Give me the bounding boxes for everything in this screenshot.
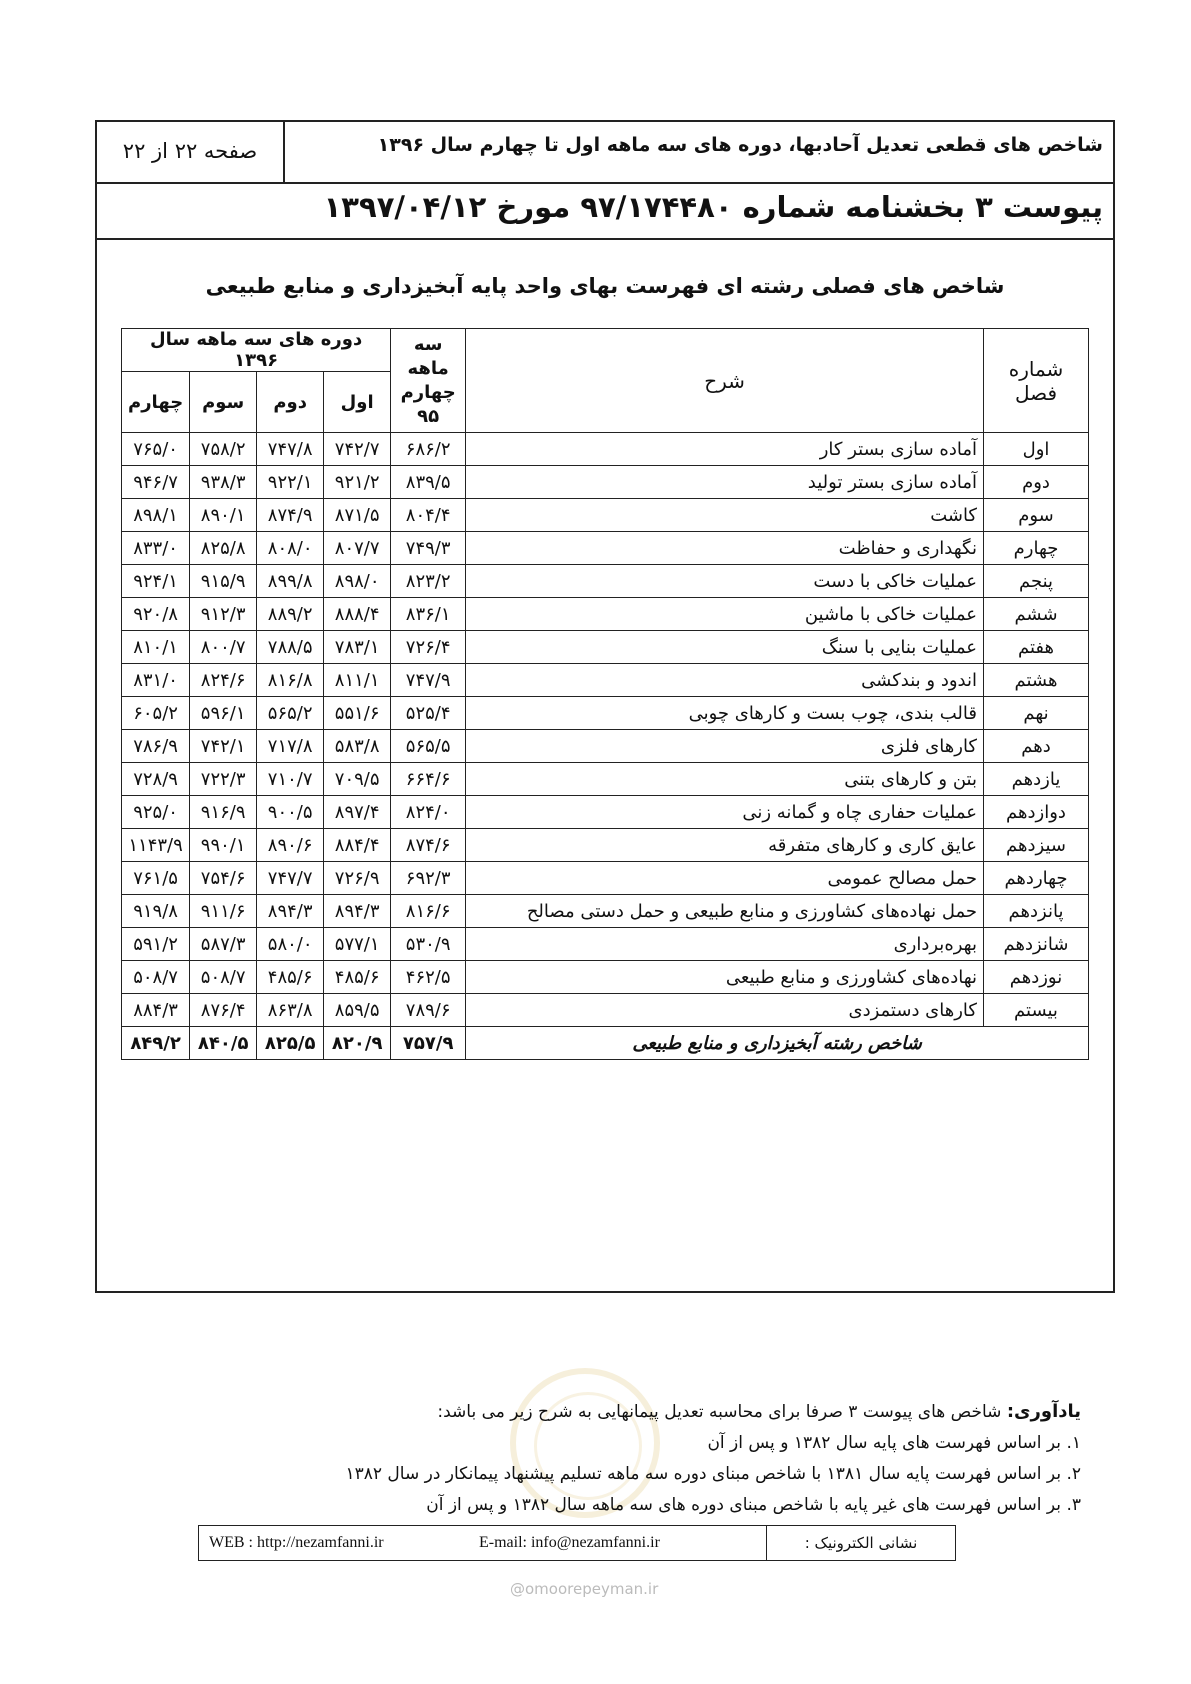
chapter-cell: دوم [984, 466, 1089, 499]
q1-cell: ۸۹۴/۳ [324, 895, 391, 928]
table-row [122, 433, 1089, 466]
email-link[interactable]: E-mail: info@nezamfanni.ir [479, 1534, 660, 1551]
desc-cell: عملیات خاکی با ماشین [466, 598, 984, 631]
note-item: ۱. بر اساس فهرست های پایه سال ۱۳۸۲ و پس از آن [707, 1433, 1081, 1453]
q3-cell: ۷۵۴/۶ [190, 862, 257, 895]
q1-cell: ۷۰۹/۵ [324, 763, 391, 796]
chapter-cell: هفتم [984, 631, 1089, 664]
appendix-row [97, 182, 1113, 240]
q4-cell: ۱۱۴۳/۹ [122, 829, 190, 862]
q2-cell: ۷۱۰/۷ [257, 763, 324, 796]
table-row [122, 697, 1089, 730]
q4-cell: ۵۹۱/۲ [122, 928, 190, 961]
table-row [122, 895, 1089, 928]
q1-cell: ۵۷۷/۱ [324, 928, 391, 961]
q1-cell: ۷۲۶/۹ [324, 862, 391, 895]
base-cell: ۷۸۹/۶ [391, 994, 466, 1027]
q3-cell: ۵۹۶/۱ [190, 697, 257, 730]
total-q2: ۸۲۵/۵ [257, 1027, 324, 1060]
table-row [122, 928, 1089, 961]
base-cell: ۷۲۶/۴ [391, 631, 466, 664]
q2-cell: ۹۲۲/۱ [257, 466, 324, 499]
q2-cell: ۷۴۷/۷ [257, 862, 324, 895]
q3-cell: ۸۰۰/۷ [190, 631, 257, 664]
q3-cell: ۹۹۰/۱ [190, 829, 257, 862]
q1-cell: ۸۹۸/۰ [324, 565, 391, 598]
note-item: ۳. بر اساس فهرست های غیر پایه با شاخص مبنای دوره های سه ماهه سال ۱۳۸۲ و پس از آن [426, 1495, 1081, 1515]
table-row [122, 730, 1089, 763]
table-row [122, 631, 1089, 664]
q3-cell: ۵۸۷/۳ [190, 928, 257, 961]
col-desc-header: شرح [466, 329, 984, 433]
chapter-cell: سوم [984, 499, 1089, 532]
desc-cell: عملیات بنایی با سنگ [466, 631, 984, 664]
total-row [122, 1027, 1089, 1060]
q3-cell: ۹۱۲/۳ [190, 598, 257, 631]
desc-cell: آماده سازی بستر تولید [466, 466, 984, 499]
desc-cell: آماده سازی بستر کار [466, 433, 984, 466]
desc-cell: کارهای دستمزدی [466, 994, 984, 1027]
col-q1-header: اول [324, 372, 391, 433]
q1-cell: ۸۵۹/۵ [324, 994, 391, 1027]
contact-label: نشانی الکترونیک : [766, 1526, 955, 1560]
chapter-cell: یازدهم [984, 763, 1089, 796]
desc-cell: کارهای فلزی [466, 730, 984, 763]
desc-cell: حمل مصالح عمومی [466, 862, 984, 895]
table-row [122, 961, 1089, 994]
chapter-cell: چهاردهم [984, 862, 1089, 895]
chapter-cell: دهم [984, 730, 1089, 763]
base-cell: ۵۲۵/۴ [391, 697, 466, 730]
base-cell: ۶۸۶/۲ [391, 433, 466, 466]
q2-cell: ۹۰۰/۵ [257, 796, 324, 829]
q1-cell: ۷۴۲/۷ [324, 433, 391, 466]
q3-cell: ۹۳۸/۳ [190, 466, 257, 499]
q3-cell: ۷۵۸/۲ [190, 433, 257, 466]
q2-cell: ۸۹۰/۶ [257, 829, 324, 862]
table-row [122, 466, 1089, 499]
table-row [122, 598, 1089, 631]
note-item: ۲. بر اساس فهرست پایه سال ۱۳۸۱ با شاخص مبنای دوره سه ماهه تسلیم پیشنهاد پیمانکار در سال ۱۳۸۲ [345, 1464, 1081, 1484]
total-label: شاخص رشته آبخیزداری و منابع طبیعی [466, 1027, 1089, 1060]
q4-cell: ۹۱۹/۸ [122, 895, 190, 928]
desc-cell: عایق کاری و کارهای متفرقه [466, 829, 984, 862]
q3-cell: ۸۹۰/۱ [190, 499, 257, 532]
total-q4: ۸۴۹/۲ [122, 1027, 190, 1060]
q2-cell: ۸۹۴/۳ [257, 895, 324, 928]
q2-cell: ۸۰۸/۰ [257, 532, 324, 565]
table-row [122, 829, 1089, 862]
q2-cell: ۸۱۶/۸ [257, 664, 324, 697]
q2-cell: ۴۸۵/۶ [257, 961, 324, 994]
chapter-cell: نوزدهم [984, 961, 1089, 994]
q4-cell: ۹۲۴/۱ [122, 565, 190, 598]
index-table [121, 328, 1089, 1060]
desc-cell: اندود و بندکشی [466, 664, 984, 697]
q4-cell: ۷۶۱/۵ [122, 862, 190, 895]
appendix-title: پیوست ۳ بخشنامه شماره ۹۷/۱۷۴۴۸۰ مورخ ۱۳۹۷/۰۴/۱۲ [323, 190, 1103, 224]
chapter-cell: سیزدهم [984, 829, 1089, 862]
total-q1: ۸۲۰/۹ [324, 1027, 391, 1060]
table-row [122, 499, 1089, 532]
q4-cell: ۶۰۵/۲ [122, 697, 190, 730]
chapter-cell: اول [984, 433, 1089, 466]
base-cell: ۸۰۴/۴ [391, 499, 466, 532]
col-q4-header: چهارم [122, 372, 190, 433]
footer-watermark: @omoorepeyman.ir [510, 1580, 659, 1598]
col-group-header: دوره های سه ماهه سال ۱۳۹۶ [122, 329, 391, 372]
chapter-cell: پنجم [984, 565, 1089, 598]
contact-box [198, 1525, 956, 1561]
base-cell: ۸۲۳/۲ [391, 565, 466, 598]
q3-cell: ۸۲۴/۶ [190, 664, 257, 697]
desc-cell: عملیات حفاری چاه و گمانه زنی [466, 796, 984, 829]
document-title: شاخص های قطعی تعدیل آحادبها، دوره های سه ماهه اول تا چهارم سال ۱۳۹۶ [377, 134, 1103, 156]
q3-cell: ۷۴۲/۱ [190, 730, 257, 763]
q3-cell: ۸۷۶/۴ [190, 994, 257, 1027]
notes-lead-bold: یادآوری: [1006, 1401, 1081, 1422]
base-cell: ۵۶۵/۵ [391, 730, 466, 763]
table-title: شاخص های فصلی رشته ای فهرست بهای واحد پایه آبخیزداری و منابع طبیعی [205, 274, 1005, 298]
total-base: ۷۵۷/۹ [391, 1027, 466, 1060]
notes-section [81, 1396, 1081, 1521]
chapter-cell: شانزدهم [984, 928, 1089, 961]
table-row [122, 565, 1089, 598]
base-cell: ۸۳۹/۵ [391, 466, 466, 499]
base-cell: ۶۶۴/۶ [391, 763, 466, 796]
table-row [122, 796, 1089, 829]
chapter-cell: هشتم [984, 664, 1089, 697]
desc-cell: نهاده‌های کشاورزی و منابع طبیعی [466, 961, 984, 994]
q4-cell: ۹۴۶/۷ [122, 466, 190, 499]
base-cell: ۵۳۰/۹ [391, 928, 466, 961]
q2-cell: ۸۷۴/۹ [257, 499, 324, 532]
q2-cell: ۸۸۹/۲ [257, 598, 324, 631]
table-row [122, 763, 1089, 796]
q1-cell: ۸۷۱/۵ [324, 499, 391, 532]
table-row [122, 532, 1089, 565]
notes-lead [81, 1396, 1081, 1428]
table-row [122, 994, 1089, 1027]
base-cell: ۶۹۲/۳ [391, 862, 466, 895]
base-cell: ۸۲۴/۰ [391, 796, 466, 829]
q2-cell: ۵۸۰/۰ [257, 928, 324, 961]
desc-cell: بهره‌برداری [466, 928, 984, 961]
q1-cell: ۸۸۸/۴ [324, 598, 391, 631]
col-q3-header: سوم [190, 372, 257, 433]
page-frame [95, 120, 1115, 1293]
table-body [122, 433, 1089, 1027]
q4-cell: ۸۸۴/۳ [122, 994, 190, 1027]
q1-cell: ۸۱۱/۱ [324, 664, 391, 697]
q1-cell: ۵۸۳/۸ [324, 730, 391, 763]
base-cell: ۷۴۷/۹ [391, 664, 466, 697]
q1-cell: ۹۲۱/۲ [324, 466, 391, 499]
desc-cell: بتن و کارهای بتنی [466, 763, 984, 796]
q2-cell: ۷۱۷/۸ [257, 730, 324, 763]
base-cell: ۸۳۶/۱ [391, 598, 466, 631]
col-base-header: سه ماهه چهارم ۹۵ [391, 329, 466, 433]
desc-cell: حمل نهاده‌های کشاورزی و منابع طبیعی و حمل دستی مصالح [466, 895, 984, 928]
chapter-cell: چهارم [984, 532, 1089, 565]
q2-cell: ۷۸۸/۵ [257, 631, 324, 664]
q4-cell: ۵۰۸/۷ [122, 961, 190, 994]
table-row [122, 664, 1089, 697]
q3-cell: ۹۱۱/۶ [190, 895, 257, 928]
desc-cell: قالب بندی، چوب بست و کارهای چوبی [466, 697, 984, 730]
chapter-cell: دوازدهم [984, 796, 1089, 829]
q2-cell: ۷۴۷/۸ [257, 433, 324, 466]
q4-cell: ۹۲۰/۸ [122, 598, 190, 631]
table-row [122, 862, 1089, 895]
notes-lead-text: شاخص های پیوست ۳ صرفا برای محاسبه تعدیل پیمانهایی به شرح زیر می باشد: [437, 1402, 1007, 1422]
page-number: صفحه ۲۲ از ۲۲ [97, 122, 285, 182]
header-row [97, 122, 1113, 184]
q1-cell: ۵۵۱/۶ [324, 697, 391, 730]
chapter-cell: نهم [984, 697, 1089, 730]
q4-cell: ۸۹۸/۱ [122, 499, 190, 532]
q4-cell: ۷۶۵/۰ [122, 433, 190, 466]
q3-cell: ۵۰۸/۷ [190, 961, 257, 994]
q1-cell: ۸۸۴/۴ [324, 829, 391, 862]
base-cell: ۸۱۶/۶ [391, 895, 466, 928]
q2-cell: ۵۶۵/۲ [257, 697, 324, 730]
q1-cell: ۸۹۷/۴ [324, 796, 391, 829]
q4-cell: ۹۲۵/۰ [122, 796, 190, 829]
q1-cell: ۸۰۷/۷ [324, 532, 391, 565]
chapter-cell: پانزدهم [984, 895, 1089, 928]
q1-cell: ۴۸۵/۶ [324, 961, 391, 994]
base-cell: ۸۷۴/۶ [391, 829, 466, 862]
col-q2-header: دوم [257, 372, 324, 433]
q3-cell: ۹۱۵/۹ [190, 565, 257, 598]
q4-cell: ۸۳۳/۰ [122, 532, 190, 565]
q3-cell: ۸۲۵/۸ [190, 532, 257, 565]
q4-cell: ۷۲۸/۹ [122, 763, 190, 796]
base-cell: ۷۴۹/۳ [391, 532, 466, 565]
chapter-cell: بیستم [984, 994, 1089, 1027]
q1-cell: ۷۸۳/۱ [324, 631, 391, 664]
q3-cell: ۷۲۲/۳ [190, 763, 257, 796]
total-q3: ۸۴۰/۵ [190, 1027, 257, 1060]
chapter-cell: ششم [984, 598, 1089, 631]
q2-cell: ۸۹۹/۸ [257, 565, 324, 598]
col-chapter-header: شماره فصل [984, 329, 1089, 433]
base-cell: ۴۶۲/۵ [391, 961, 466, 994]
desc-cell: عملیات خاکی با دست [466, 565, 984, 598]
q4-cell: ۷۸۶/۹ [122, 730, 190, 763]
desc-cell: کاشت [466, 499, 984, 532]
q4-cell: ۸۱۰/۱ [122, 631, 190, 664]
q2-cell: ۸۶۳/۸ [257, 994, 324, 1027]
q4-cell: ۸۳۱/۰ [122, 664, 190, 697]
desc-cell: نگهداری و حفاظت [466, 532, 984, 565]
q3-cell: ۹۱۶/۹ [190, 796, 257, 829]
web-link[interactable]: WEB : http://nezamfanni.ir [209, 1534, 384, 1551]
